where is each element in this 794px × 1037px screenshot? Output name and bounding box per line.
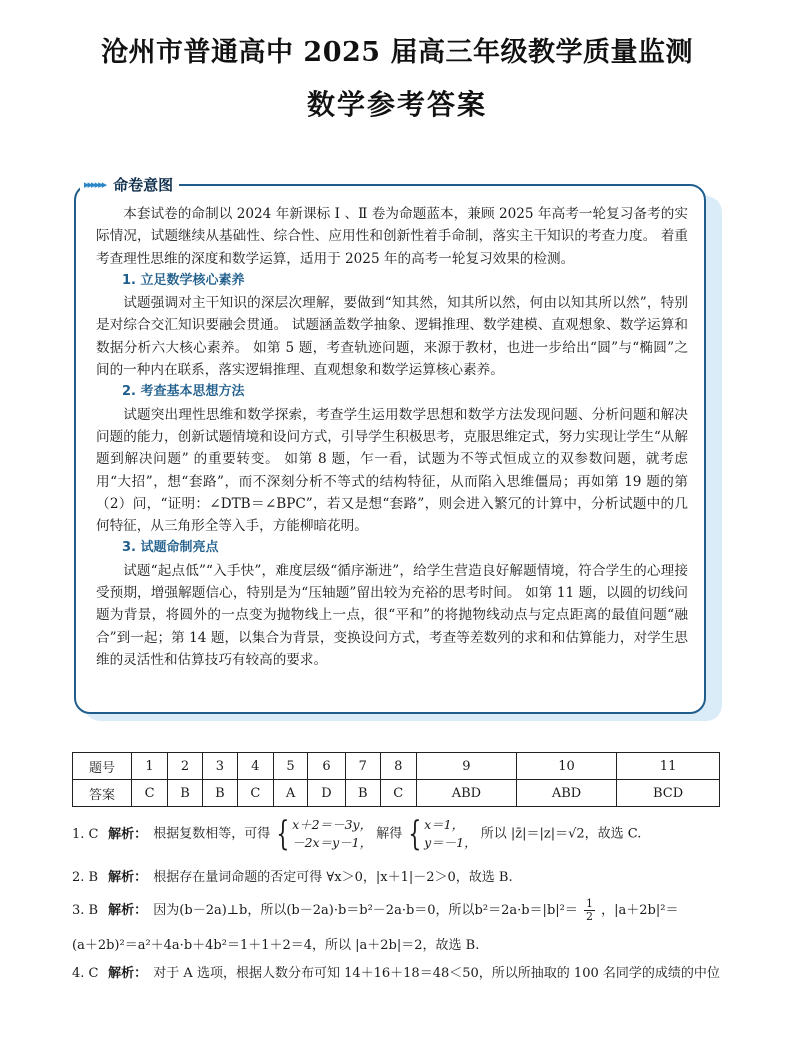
table-cell: 2 — [168, 753, 203, 780]
table-cell: BCD — [617, 780, 720, 807]
section-title-1: 1. 立足数学核心素养 — [122, 272, 245, 288]
document-title: 沧州市普通高中 2025 届高三年级教学质量监测 — [101, 37, 693, 68]
table-cell: 8 — [380, 753, 416, 780]
table-cell: 5 — [273, 753, 307, 780]
solution-2 — [72, 866, 722, 885]
solution-text: 对于 A 选项，根据人数分布可知 14＋16＋18＝48＜50，所以所抽取的 100 名同学的成绩的中位 — [153, 966, 720, 981]
solution-text: 解得 — [376, 826, 403, 842]
table-cell: 7 — [345, 753, 380, 780]
table-row-numbers — [73, 753, 720, 780]
table-cell: ABD — [516, 780, 616, 807]
table-cell: B — [345, 780, 380, 807]
intent-box-heading: 命卷意图 — [113, 175, 174, 194]
solution-1 — [72, 816, 722, 852]
fraction — [584, 898, 595, 923]
solution-number: 2. B — [72, 870, 99, 885]
solution-4 — [72, 962, 722, 981]
solution-text: (a＋2b)²＝a²＋4a·b＋4b²＝1＋1＋2＝4，所以 |a＋2b|＝2，故选 B. — [72, 938, 480, 953]
table-cell: B — [202, 780, 237, 807]
table-cell: 10 — [516, 753, 616, 780]
equation-line: x＝1， — [424, 817, 465, 832]
brace-icon: { — [408, 814, 422, 854]
fraction-numerator: 1 — [586, 897, 593, 910]
solution-number: 3. B — [72, 903, 99, 918]
solution-number: 1. C — [72, 826, 99, 842]
solution-text: 因为(b－2a)⊥b，所以(b－2a)·b＝b²－2a·b＝0，所以b²＝2a·b＝|b|²＝ — [153, 903, 578, 918]
section-body-3: 试题“起点低”“入手快”，难度层级“循序渐进”，给学生营造良好解题情境，符合学生的心理接受预期，增强解题信心，特别是为“压轴题”留出较为充裕的思考时间。 如第 11 题，以圆的切线问题为背景，将圆外的一点变为抛物线上一点，很“平和”的将抛物线动点与定点距离的最值问题“融合”到一起；第 14 题，以集合为背景，变换设问方式，考查等差数列的求和和估算能力，对学生思维的灵活性和估算技巧有较高的要求。 — [96, 562, 688, 668]
table-cell: 1 — [132, 753, 168, 780]
intent-box-header — [80, 172, 179, 196]
table-cell: A — [273, 780, 307, 807]
section-body-2: 试题突出理性思维和数学探索，考查学生运用数学思想和数学方法发现问题、分析问题和解决问题的能力，创新试题情境和设问方式，引导学生积极思考，克服思维定式，努力实现让学生“从解题到解决问题” 的重要转变。 如第 8 题，乍一看，试题为不等式恒成立的双参数问题，就考虑用“大招”，想“套路”，而不深刻分析不等式的结构特征，从而陷入思维僵局；再如第 19 题的第（2）问，“证明：∠DTB＝∠BPC”，若又是想“套路”，则会进入繁冗的计算中，分析试题中的几何特征，从三角形全等入手，方能柳暗花明。 — [96, 406, 688, 535]
table-cell: C — [380, 780, 416, 807]
brace-icon: { — [276, 814, 290, 854]
solution-text: 根据复数相等，可得 — [153, 826, 271, 842]
equation-system — [274, 816, 372, 852]
document-subtitle: 数学参考答案 — [306, 88, 487, 121]
table-cell: C — [132, 780, 168, 807]
table-cell: 9 — [416, 753, 516, 780]
solution-label: 解析： — [108, 903, 148, 918]
section-title-2: 2. 考查基本思想方法 — [122, 384, 245, 400]
section-body-1: 试题强调对主干知识的深层次理解，要做到“知其然，知其所以然，何由以知其所以然”，特别是对综合交汇知识要融会贯通。 试题涵盖数学抽象、逻辑推理、数学建模、直观想象、数学运算和数据分析六大核心素养。 如第 5 题，考查轨迹问题，来源于教材，也进一步给出“圆”与“椭圆”之间的一种内在联系，落实逻辑推理、直观想象和数学运算核心素养。 — [96, 295, 688, 379]
table-cell: 11 — [617, 753, 720, 780]
equation-system — [406, 816, 476, 852]
table-cell: D — [308, 780, 346, 807]
table-cell: ABD — [416, 780, 516, 807]
row-label-answer: 答案 — [73, 780, 132, 807]
answer-table — [72, 752, 720, 807]
intent-box-content — [96, 203, 688, 671]
intent-intro: 本套试卷的命制以 2024 年新课标 Ⅰ 、Ⅱ 卷为命题蓝本，兼顾 2025 年高考一轮复习备考的实际情况，试题继续从基础性、综合性、应用性和创新性着手命制，落实主干知识的考查力度。 着重考查理性思维的深度和数学运算，适用于 2025 年的高考一轮复习效果的检测。 — [96, 206, 688, 267]
equation-line: －2x＝y－1， — [292, 835, 373, 850]
solution-label: 解析： — [108, 966, 148, 981]
equation-line: y＝－1， — [424, 835, 477, 850]
solution-label: 解析： — [108, 826, 148, 842]
solution-text: 根据存在量词命题的否定可得 ∀x＞0，|x＋1|－2＞0，故选 B. — [153, 870, 513, 885]
section-title-3: 3. 试题命制亮点 — [122, 540, 219, 556]
solution-text: 所以 |z̄|＝|z|＝√2，故选 C. — [480, 826, 642, 842]
solution-number: 4. C — [72, 966, 99, 981]
equation-line: x＋2＝－3y， — [292, 817, 373, 832]
row-label-number: 题号 — [73, 753, 132, 780]
solution-3-continued — [72, 934, 722, 953]
solution-3 — [72, 898, 722, 923]
table-cell: 6 — [308, 753, 346, 780]
table-cell: C — [237, 780, 273, 807]
table-cell: B — [168, 780, 203, 807]
solution-label: 解析： — [108, 870, 148, 885]
table-cell: 4 — [237, 753, 273, 780]
table-cell: 3 — [202, 753, 237, 780]
fraction-denominator: 2 — [586, 910, 593, 923]
table-row-answers — [73, 780, 720, 807]
arrows-icon: ▸▸▸▸▸▸ — [84, 177, 106, 191]
solution-text: ，|a＋2b|²＝ — [601, 903, 679, 918]
